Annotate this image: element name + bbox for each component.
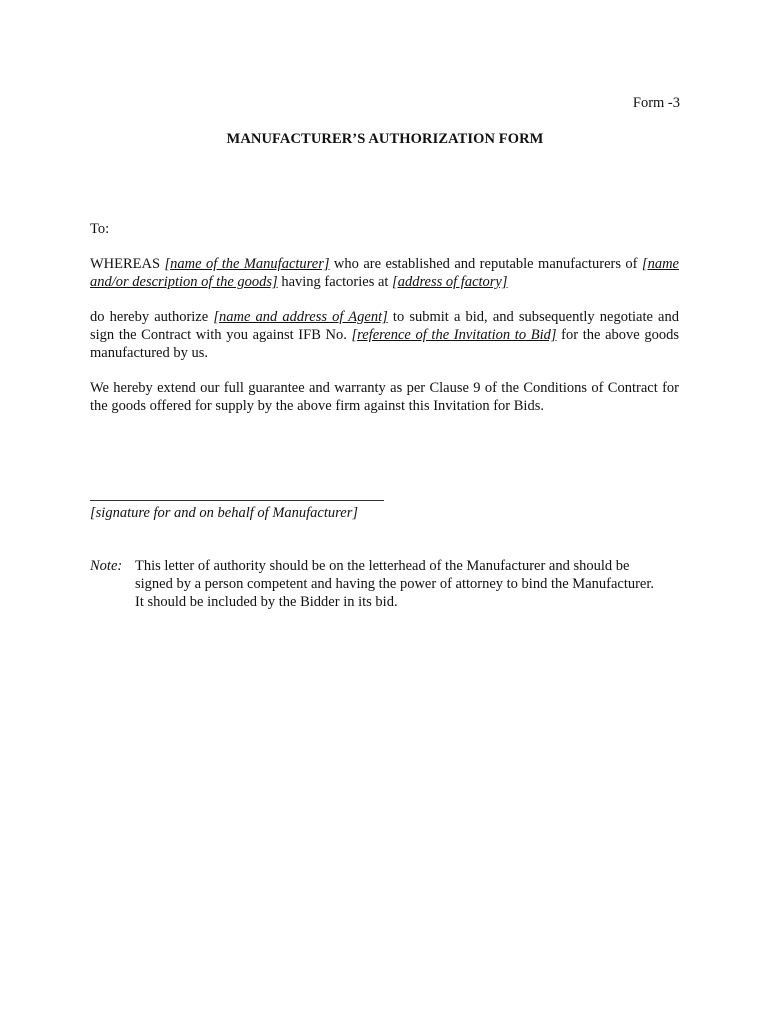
- para1-lead: WHEREAS: [90, 256, 165, 272]
- whereas-paragraph: [90, 255, 679, 291]
- authorization-paragraph: [90, 308, 679, 362]
- page-title: MANUFACTURER’S AUTHORIZATION FORM: [226, 131, 544, 147]
- manufacturer-name-placeholder: [name of the Manufacturer]: [164, 256, 330, 272]
- goods-description-placeholder: [name and/or description of the goods]: [90, 256, 679, 290]
- agent-placeholder: [name and address of Agent]: [213, 309, 388, 325]
- ifb-reference-placeholder: [reference of the Invitation to Bid]: [351, 327, 557, 343]
- note-line: This letter of authority should be on the letterhead of the Manufacturer and should be: [135, 558, 630, 574]
- guarantee-paragraph: We hereby extend our full guarantee and warranty as per Clause 9 of the Conditions of Contract for the goods offered for supply by the above firm against this Invitation for Bids.: [90, 380, 679, 414]
- factory-address-placeholder: [address of factory]: [392, 274, 508, 290]
- signature-line: [90, 500, 384, 501]
- para1-mid1: who are established and reputable manufacturers of: [329, 256, 642, 272]
- note-line: signed by a person competent and having the power of attorney to bind the Manufacturer.: [135, 576, 655, 592]
- note-label: Note:: [90, 558, 123, 574]
- para2-lead: do hereby authorize: [90, 309, 214, 325]
- para2-mid1: to submit a bid, and subsequently negotiate and sign the Contract with you against IFB No.: [90, 309, 679, 343]
- para1-mid2: having factories at: [277, 274, 393, 290]
- form-number: Form -3: [632, 95, 680, 111]
- to-label: To:: [90, 221, 110, 237]
- note-body: [135, 557, 695, 611]
- note-line: It should be included by the Bidder in its bid.: [135, 594, 398, 610]
- signature-caption: [signature for and on behalf of Manufacturer]: [90, 505, 358, 521]
- para2-tail: for the above goods manufactured by us.: [90, 327, 679, 361]
